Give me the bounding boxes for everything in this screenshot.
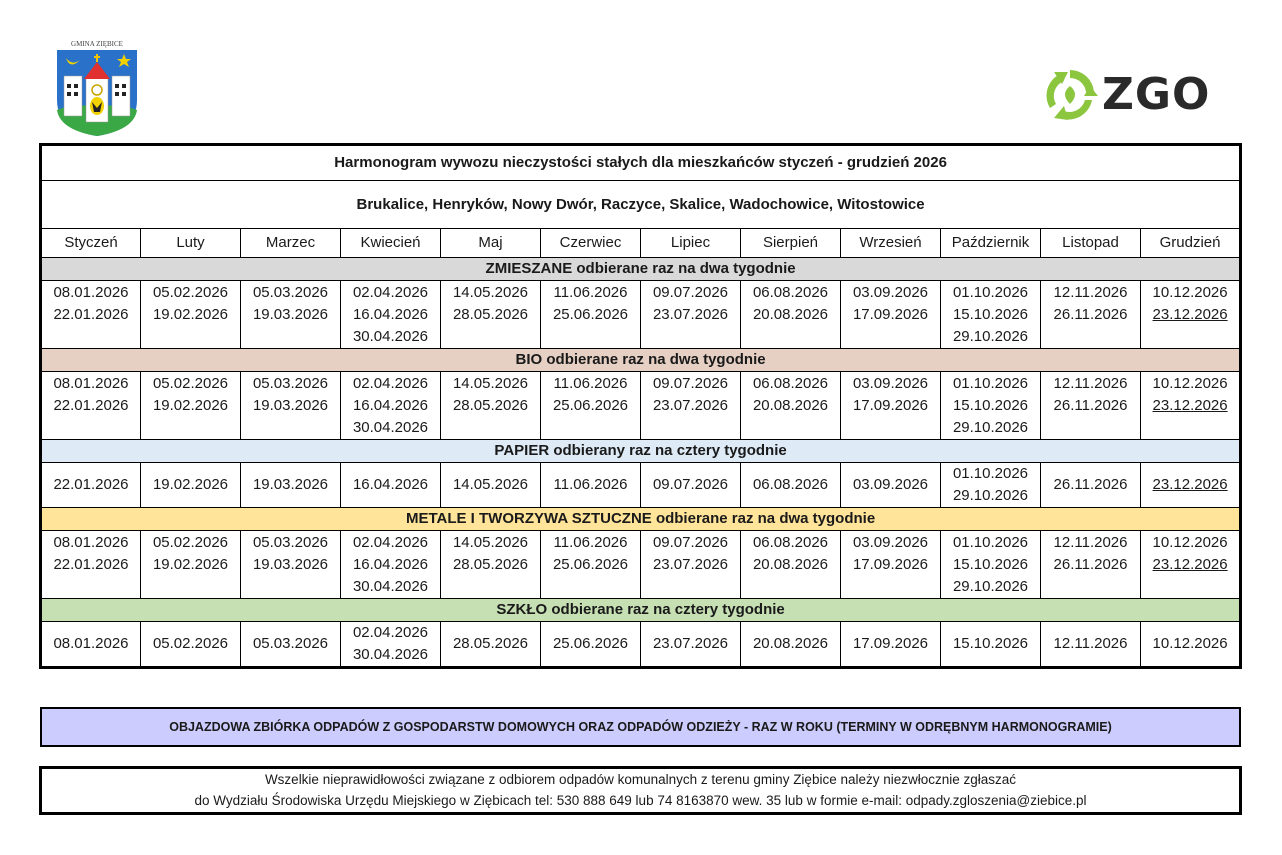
crest-icon	[52, 38, 142, 138]
category-name: BIO	[515, 351, 543, 368]
month-dates-cell	[241, 281, 341, 349]
category-header-row	[41, 349, 1241, 372]
collection-date: 29.10.2026	[952, 419, 1029, 436]
collection-date: 11.06.2026	[553, 284, 628, 301]
collection-date: 22.01.2026	[53, 476, 129, 493]
collection-date: 06.08.2026	[752, 375, 829, 392]
month-dates-cell	[341, 372, 441, 440]
month-header: Luty	[141, 229, 241, 258]
collection-date: 15.10.2026	[952, 556, 1029, 573]
month-dates-cell	[641, 463, 741, 508]
category-name: METALE I TWORZYWA SZTUCZNE	[405, 510, 652, 527]
collection-date: 19.02.2026	[152, 556, 229, 573]
collection-date: 26.11.2026	[1053, 556, 1128, 573]
collection-date: 22.01.2026	[53, 397, 129, 414]
month-dates-cell	[1041, 281, 1141, 349]
collection-date: 10.12.2026	[1152, 375, 1228, 392]
collection-date: 25.06.2026	[552, 306, 629, 323]
month-dates-cell	[841, 463, 941, 508]
collection-date: 08.01.2026	[53, 534, 129, 551]
collection-date: 17.09.2026	[852, 306, 929, 323]
month-dates-cell	[141, 281, 241, 349]
month-header: Czerwiec	[541, 229, 641, 258]
month-dates-cell	[141, 531, 241, 599]
collection-schedule-table	[39, 143, 1242, 669]
collection-date: 05.03.2026	[252, 375, 329, 392]
month-dates-cell	[341, 463, 441, 508]
collection-date: 20.08.2026	[752, 306, 829, 323]
collection-date: 12.11.2026	[1053, 284, 1128, 301]
collection-date: 05.03.2026	[252, 635, 329, 652]
crest-label: GMINA ZIĘBICE	[71, 40, 123, 48]
month-dates-cell	[941, 531, 1041, 599]
collection-date: 01.10.2026	[952, 284, 1029, 301]
collection-date: 02.04.2026	[352, 375, 429, 392]
month-dates-cell	[441, 372, 541, 440]
contact-info-box	[39, 766, 1242, 815]
collection-date: 29.10.2026	[952, 328, 1029, 345]
month-dates-cell	[141, 463, 241, 508]
category-name: ZMIESZANE	[485, 260, 573, 277]
month-dates-cell	[1141, 463, 1241, 508]
collection-date: 19.03.2026	[252, 306, 329, 323]
month-dates-cell	[441, 531, 541, 599]
collection-date: 16.04.2026	[352, 397, 429, 414]
collection-date: 03.09.2026	[852, 284, 929, 301]
month-dates-cell	[441, 281, 541, 349]
month-dates-cell	[1041, 622, 1141, 668]
month-dates-cell	[241, 622, 341, 668]
category-header-row	[41, 258, 1241, 281]
collection-date: 11.06.2026	[553, 476, 628, 493]
collection-date: 15.10.2026	[952, 397, 1029, 414]
month-dates-cell	[641, 531, 741, 599]
collection-date: 23.07.2026	[652, 635, 729, 652]
collection-date: 22.01.2026	[53, 306, 129, 323]
zgo-logo-text: ZGO	[1102, 69, 1211, 120]
collection-date: 14.05.2026	[452, 534, 529, 551]
category-frequency: odbierane raz na cztery tygodnie	[547, 601, 785, 618]
collection-date: 08.01.2026	[53, 284, 129, 301]
collection-date: 05.03.2026	[252, 284, 329, 301]
month-dates-cell	[141, 372, 241, 440]
collection-date: 01.10.2026	[952, 534, 1029, 551]
collection-date: 02.04.2026	[352, 624, 429, 641]
month-header: Marzec	[241, 229, 341, 258]
collection-date: 12.11.2026	[1053, 534, 1128, 551]
collection-date: 28.05.2026	[452, 397, 529, 414]
collection-date: 10.12.2026	[1152, 284, 1228, 301]
collection-date: 22.01.2026	[53, 556, 129, 573]
month-dates-cell	[841, 622, 941, 668]
collection-date: 26.11.2026	[1053, 397, 1128, 414]
collection-date: 02.04.2026	[352, 534, 429, 551]
collection-date: 05.02.2026	[152, 635, 229, 652]
collection-date: 08.01.2026	[53, 375, 129, 392]
month-dates-cell	[741, 463, 841, 508]
category-header	[41, 440, 1241, 463]
month-dates-cell	[1141, 372, 1241, 440]
month-dates-cell	[41, 531, 141, 599]
collection-date: 01.10.2026	[952, 465, 1029, 482]
collection-date: 19.02.2026	[152, 397, 229, 414]
collection-date: 16.04.2026	[352, 556, 429, 573]
localities: Brukalice, Henryków, Nowy Dwór, Raczyce, Skalice, Wadochowice, Witostowice	[41, 181, 1241, 229]
month-dates-cell	[41, 281, 141, 349]
month-dates-cell	[841, 531, 941, 599]
collection-date: 20.08.2026	[752, 556, 829, 573]
month-dates-cell	[41, 622, 141, 668]
month-dates-cell	[1141, 622, 1241, 668]
collection-date: 15.10.2026	[952, 635, 1029, 652]
month-header: Grudzień	[1141, 229, 1241, 258]
zgo-logo	[1040, 66, 1230, 124]
collection-date: 03.09.2026	[852, 375, 929, 392]
collection-date: 23.07.2026	[652, 306, 729, 323]
month-dates-cell	[641, 372, 741, 440]
category-frequency: odbierany raz na cztery tygodnie	[549, 442, 787, 459]
collection-date: 06.08.2026	[752, 284, 829, 301]
collection-date: 01.10.2026	[952, 375, 1029, 392]
category-frequency: odbierane raz na dwa tygodnie	[542, 351, 766, 368]
category-dates-row	[41, 372, 1241, 440]
month-header: Maj	[441, 229, 541, 258]
month-header: Sierpień	[741, 229, 841, 258]
category-frequency: odbierane raz na dwa tygodnie	[572, 260, 796, 277]
collection-date: 19.03.2026	[252, 476, 329, 493]
month-dates-cell	[441, 622, 541, 668]
month-header-row	[41, 229, 1241, 258]
collection-date: 14.05.2026	[452, 476, 529, 493]
collection-date: 14.05.2026	[452, 375, 529, 392]
month-dates-cell	[41, 463, 141, 508]
collection-date: 09.07.2026	[652, 476, 729, 493]
collection-date: 05.02.2026	[152, 284, 229, 301]
category-header	[41, 258, 1241, 281]
collection-date: 28.05.2026	[452, 306, 529, 323]
collection-date: 26.11.2026	[1053, 306, 1128, 323]
category-dates-row	[41, 463, 1241, 508]
gmina-ziebice-crest-logo	[52, 38, 142, 138]
month-dates-cell	[941, 463, 1041, 508]
collection-date: 02.04.2026	[352, 284, 429, 301]
collection-date: 14.05.2026	[452, 284, 529, 301]
collection-date: 30.04.2026	[352, 419, 429, 436]
category-header	[41, 349, 1241, 372]
month-dates-cell	[1141, 281, 1241, 349]
month-dates-cell	[341, 281, 441, 349]
month-header: Styczeń	[41, 229, 141, 258]
collection-date: 29.10.2026	[952, 578, 1029, 595]
category-header-row	[41, 599, 1241, 622]
category-name: SZKŁO	[496, 601, 548, 618]
month-dates-cell	[1041, 372, 1141, 440]
month-dates-cell	[241, 531, 341, 599]
collection-date: 19.03.2026	[252, 556, 329, 573]
category-dates-row	[41, 622, 1241, 668]
month-dates-cell	[941, 281, 1041, 349]
collection-date: 03.09.2026	[852, 534, 929, 551]
collection-date: 05.02.2026	[152, 375, 229, 392]
month-dates-cell	[641, 622, 741, 668]
month-dates-cell	[341, 531, 441, 599]
month-dates-cell	[641, 281, 741, 349]
schedule-title: Harmonogram wywozu nieczystości stałych dla mieszkańców styczeń - grudzień 2026	[41, 145, 1241, 181]
month-dates-cell	[241, 463, 341, 508]
month-dates-cell	[241, 372, 341, 440]
month-dates-cell	[541, 622, 641, 668]
collection-date: 20.08.2026	[752, 397, 829, 414]
recycle-leaf-icon	[1040, 66, 1100, 124]
category-dates-row	[41, 281, 1241, 349]
collection-date: 06.08.2026	[752, 534, 829, 551]
month-dates-cell	[841, 281, 941, 349]
category-header	[41, 508, 1241, 531]
month-dates-cell	[1041, 531, 1141, 599]
collection-date: 09.07.2026	[652, 284, 729, 301]
category-frequency: odbierane raz na dwa tygodnie	[651, 510, 876, 527]
collection-date: 19.03.2026	[252, 397, 329, 414]
month-dates-cell	[741, 372, 841, 440]
month-header: Październik	[941, 229, 1041, 258]
collection-date: 12.11.2026	[1053, 375, 1128, 392]
collection-date: 25.06.2026	[552, 397, 629, 414]
collection-date: 23.12.2026	[1152, 556, 1228, 573]
collection-date: 23.12.2026	[1152, 397, 1228, 414]
contact-line-2: do Wydziału Środowiska Urzędu Miejskiego w Ziębicach tel: 530 888 649 lub 74 8163870 wew. 35 lub w formie e-mail: odpady.zgloszenia@ziebice.pl	[194, 793, 1087, 808]
month-dates-cell	[541, 372, 641, 440]
collection-date: 25.06.2026	[552, 635, 629, 652]
month-dates-cell	[541, 531, 641, 599]
collection-date: 26.11.2026	[1053, 476, 1128, 493]
contact-line-1: Wszelkie nieprawidłowości związane z odbiorem odpadów komunalnych z terenu gminy Ziębice należy niezwłocznie zgłaszać	[264, 772, 1017, 787]
collection-date: 17.09.2026	[852, 556, 929, 573]
month-dates-cell	[741, 622, 841, 668]
collection-date: 10.12.2026	[1152, 534, 1228, 551]
collection-date: 11.06.2026	[553, 534, 628, 551]
collection-date: 09.07.2026	[652, 534, 729, 551]
mobile-collection-info-text: OBJAZDOWA ZBIÓRKA ODPADÓW Z GOSPODARSTW DOMOWYCH ORAZ ODPADÓW ODZIEŻY - RAZ W ROKU (TERMINY W ODRĘBNYM HARMONOGRAMIE)	[169, 720, 1112, 734]
collection-date: 30.04.2026	[352, 328, 429, 345]
category-header-row	[41, 440, 1241, 463]
collection-date: 05.02.2026	[152, 534, 229, 551]
category-header-row	[41, 508, 1241, 531]
month-dates-cell	[941, 622, 1041, 668]
month-header: Kwiecień	[341, 229, 441, 258]
collection-date: 16.04.2026	[352, 476, 429, 493]
collection-date: 20.08.2026	[752, 635, 829, 652]
category-header	[41, 599, 1241, 622]
month-header: Listopad	[1041, 229, 1141, 258]
month-dates-cell	[41, 372, 141, 440]
month-dates-cell	[341, 622, 441, 668]
collection-date: 28.05.2026	[452, 635, 529, 652]
collection-date: 17.09.2026	[852, 397, 929, 414]
collection-date: 16.04.2026	[352, 306, 429, 323]
collection-date: 19.02.2026	[152, 306, 229, 323]
month-dates-cell	[741, 531, 841, 599]
collection-date: 23.12.2026	[1152, 476, 1228, 493]
month-dates-cell	[441, 463, 541, 508]
collection-date: 10.12.2026	[1152, 635, 1228, 652]
collection-date: 11.06.2026	[553, 375, 628, 392]
month-header: Wrzesień	[841, 229, 941, 258]
collection-date: 09.07.2026	[652, 375, 729, 392]
collection-date: 03.09.2026	[852, 476, 929, 493]
collection-date: 19.02.2026	[152, 476, 229, 493]
collection-date: 29.10.2026	[952, 487, 1029, 504]
month-dates-cell	[541, 463, 641, 508]
month-dates-cell	[941, 372, 1041, 440]
collection-date: 25.06.2026	[552, 556, 629, 573]
collection-date: 23.07.2026	[652, 397, 729, 414]
collection-date: 23.12.2026	[1152, 306, 1228, 323]
month-dates-cell	[541, 281, 641, 349]
collection-date: 12.11.2026	[1053, 635, 1128, 652]
collection-date: 06.08.2026	[752, 476, 829, 493]
month-header: Lipiec	[641, 229, 741, 258]
collection-date: 28.05.2026	[452, 556, 529, 573]
month-dates-cell	[841, 372, 941, 440]
collection-date: 17.09.2026	[852, 635, 929, 652]
collection-date: 30.04.2026	[352, 578, 429, 595]
month-dates-cell	[741, 281, 841, 349]
month-dates-cell	[1141, 531, 1241, 599]
collection-date: 05.03.2026	[252, 534, 329, 551]
category-dates-row	[41, 531, 1241, 599]
collection-date: 30.04.2026	[352, 646, 429, 663]
collection-date: 23.07.2026	[652, 556, 729, 573]
month-dates-cell	[141, 622, 241, 668]
mobile-collection-info-box	[40, 707, 1241, 747]
month-dates-cell	[1041, 463, 1141, 508]
category-name: PAPIER	[494, 442, 550, 459]
collection-date: 08.01.2026	[53, 635, 129, 652]
collection-date: 15.10.2026	[952, 306, 1029, 323]
